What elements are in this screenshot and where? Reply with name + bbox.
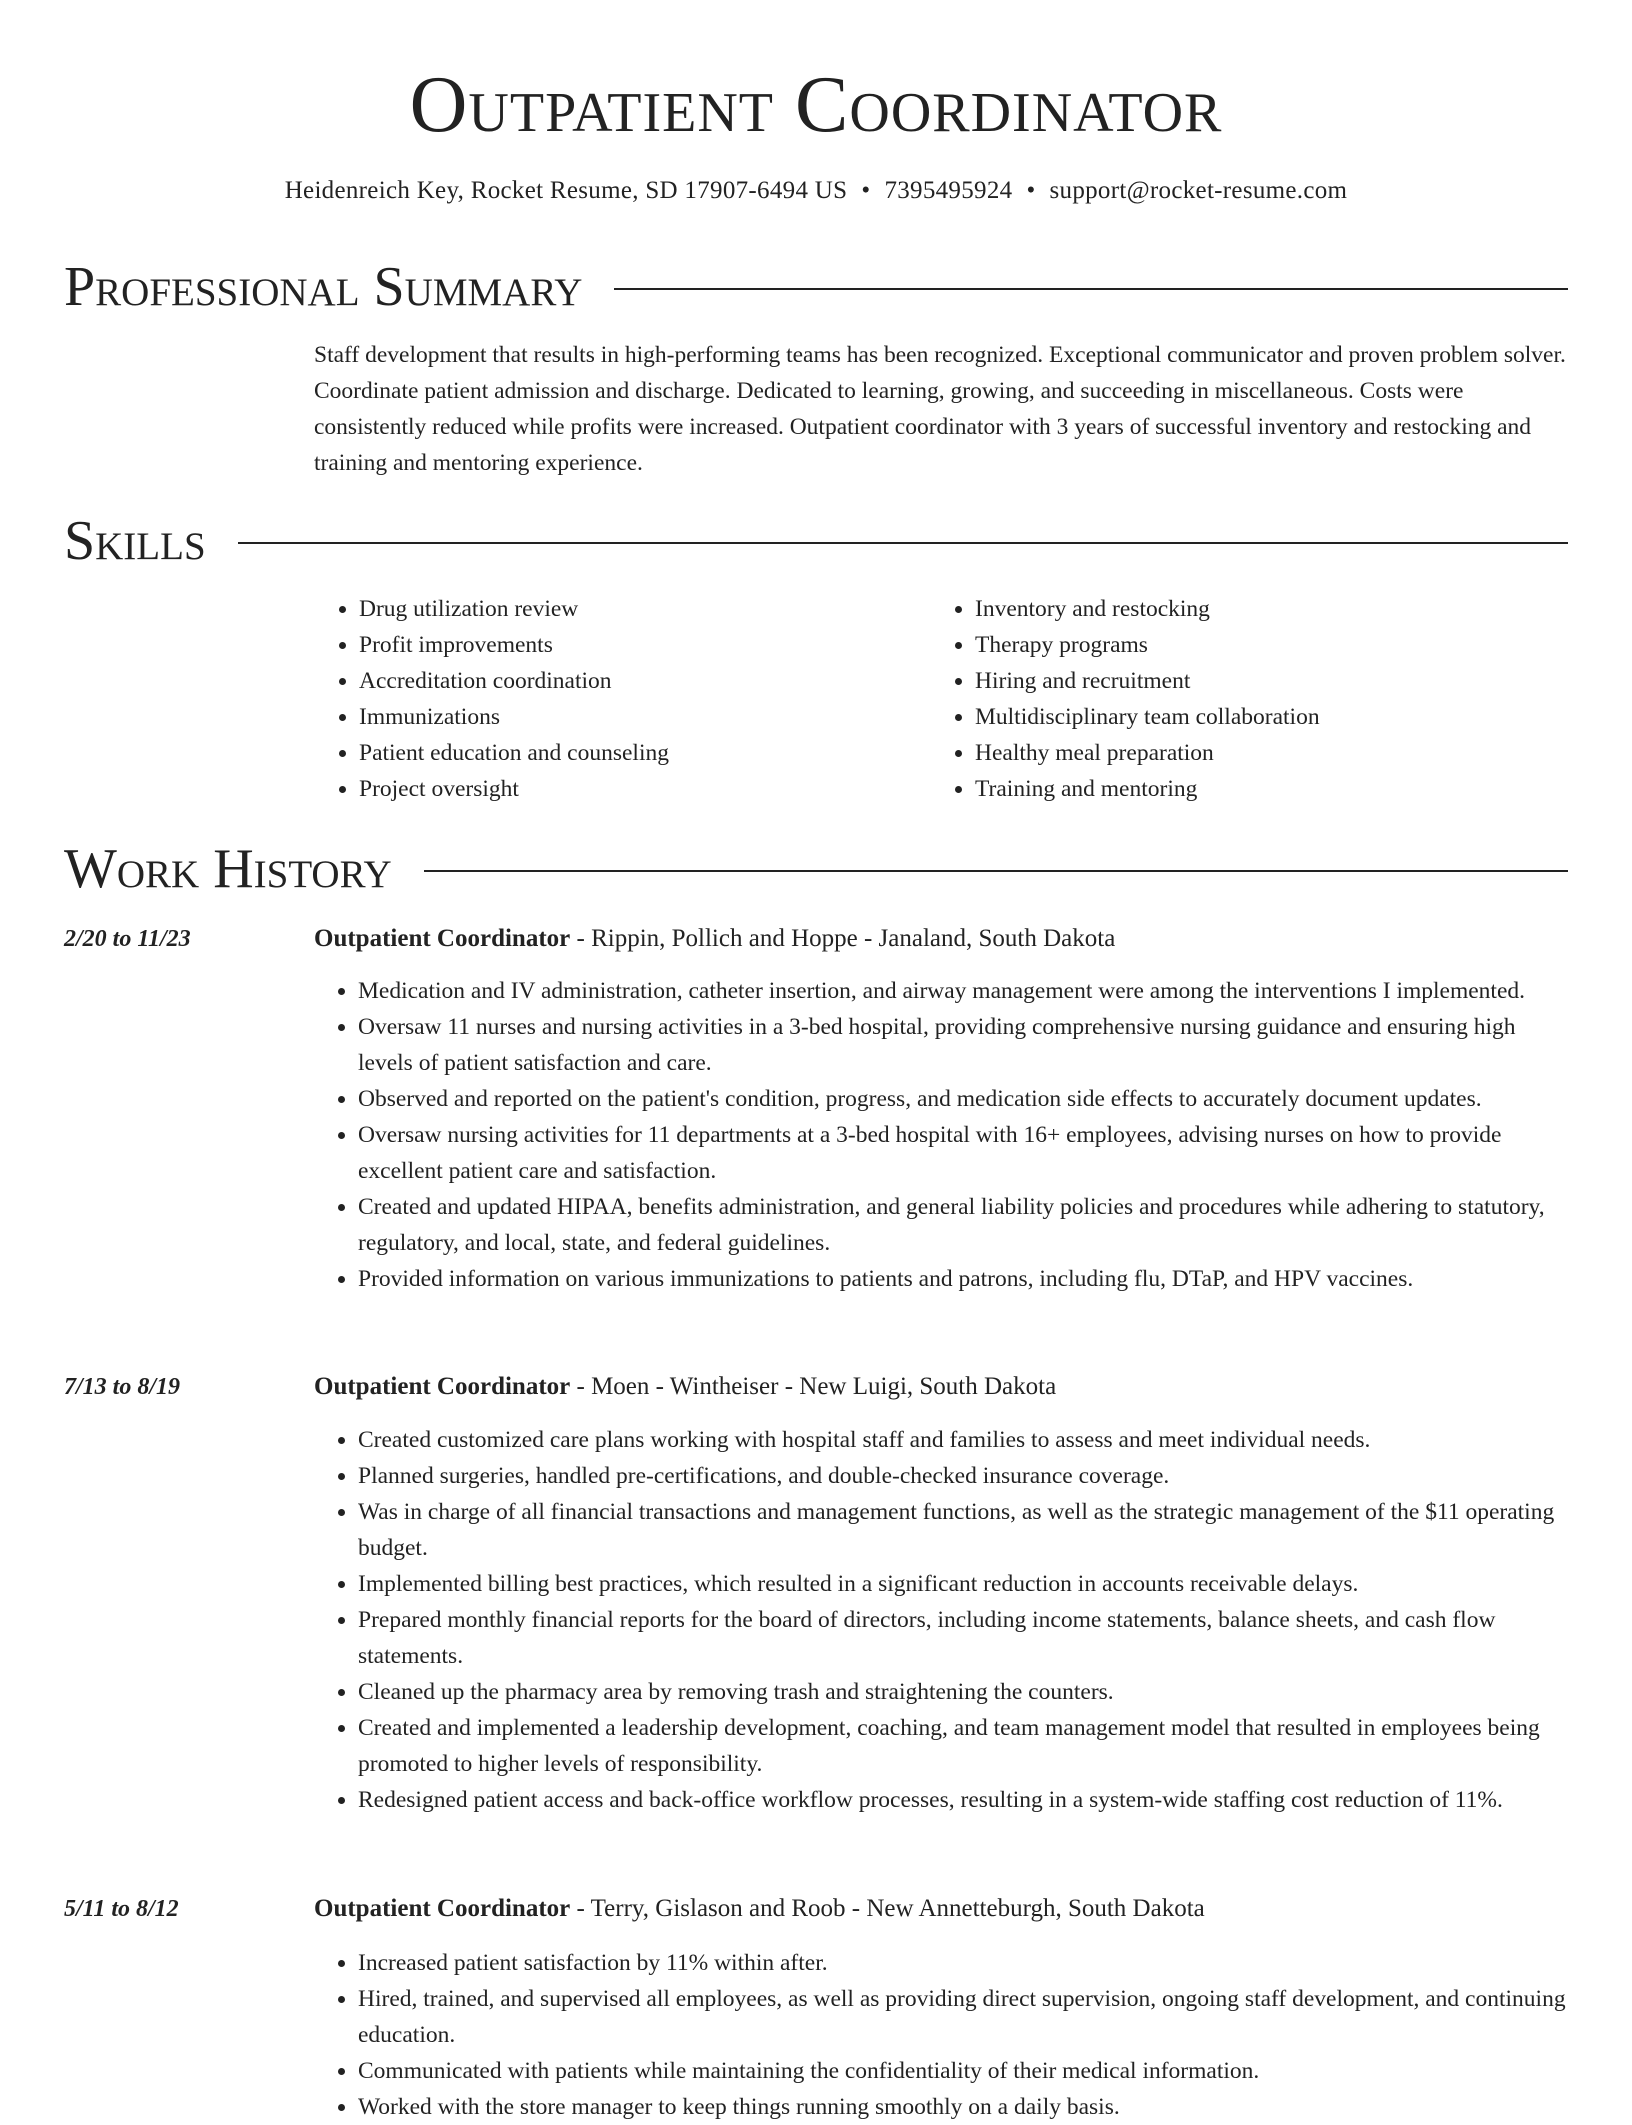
skills-list-right bbox=[930, 591, 1320, 807]
skill-item: • Multidisciplinary team collaboration bbox=[975, 699, 1320, 735]
contact-phone[interactable]: 7395495924 bbox=[884, 177, 1013, 204]
job-dates: 5/11 to 8/12 bbox=[64, 1896, 179, 1922]
skill-item: • Training and mentoring bbox=[975, 771, 1320, 807]
job-bullet: • Hired, trained, and supervised all employees, as well as providing direct supervision, ongoing staff development, and continuing education. bbox=[358, 1981, 1570, 2053]
contact-separator: • bbox=[1026, 177, 1036, 204]
skills-section-header bbox=[64, 508, 1568, 574]
skill-item: • Project oversight bbox=[359, 771, 669, 807]
job-bullet: • Worked with the store manager to keep things running smoothly on a daily basis. bbox=[358, 2089, 1570, 2125]
job-bullets bbox=[314, 973, 1570, 1297]
work-heading: Work History bbox=[64, 838, 392, 900]
skill-item: • Inventory and restocking bbox=[975, 591, 1320, 627]
job-bullet: • Observed and reported on the patient's condition, progress, and medication side effects to accurately document updates. bbox=[358, 1081, 1570, 1117]
job-heading bbox=[314, 1891, 1205, 1927]
job-bullet: • Prepared monthly financial reports for the board of directors, including income statements, balance sheets, and cash flow statements. bbox=[358, 1602, 1570, 1674]
summary-section-header bbox=[64, 254, 1568, 320]
job-dates: 2/20 to 11/23 bbox=[64, 926, 191, 952]
job-title: Outpatient Coordinator bbox=[314, 1373, 571, 1400]
job-bullets bbox=[314, 1945, 1570, 2125]
job-bullet: • Redesigned patient access and back-office workflow processes, resulting in a system-wide staffing cost reduction of 11%. bbox=[358, 1782, 1570, 1818]
job-bullet: • Oversaw nursing activities for 11 departments at a 3-bed hospital with 16+ employees, advising nurses on how to provide excellent patient care and satisfaction. bbox=[358, 1117, 1570, 1189]
section-divider bbox=[238, 542, 1568, 544]
job-bullet: • Oversaw 11 nurses and nursing activities in a 3-bed hospital, providing comprehensive nursing guidance and ensuring high levels of patient satisfaction and care. bbox=[358, 1009, 1570, 1081]
summary-heading: Professional Summary bbox=[64, 256, 583, 318]
resume-name: Outpatient Coordinator bbox=[409, 61, 1223, 149]
job-title: Outpatient Coordinator bbox=[314, 925, 571, 952]
skill-item: • Drug utilization review bbox=[359, 591, 669, 627]
skill-item: • Healthy meal preparation bbox=[975, 735, 1320, 771]
contact-address: Heidenreich Key, Rocket Resume, SD 17907-6494 US bbox=[284, 177, 848, 204]
section-divider bbox=[424, 870, 1568, 872]
contact-line bbox=[0, 173, 1632, 209]
skill-item: • Hiring and recruitment bbox=[975, 663, 1320, 699]
job-dates: 7/13 to 8/19 bbox=[64, 1374, 181, 1400]
job-bullets bbox=[314, 1422, 1570, 1818]
skill-item: • Patient education and counseling bbox=[359, 735, 669, 771]
skills-heading: Skills bbox=[64, 510, 206, 572]
job-employer: - Terry, Gislason and Roob - New Annetteburgh, South Dakota bbox=[570, 1895, 1205, 1922]
job-employer: - Moen - Wintheiser - New Luigi, South Dakota bbox=[570, 1373, 1057, 1400]
job-bullet: • Created and updated HIPAA, benefits administration, and general liability policies and procedures while adhering to statutory, regulatory, and local, state, and federal guidelines. bbox=[358, 1189, 1570, 1261]
summary-text: Staff development that results in high-performing teams has been recognized. Exceptional communicator and proven problem solver. Coordinate patient admission and discharge. Dedicated to learning, growing, and succeeding in miscellaneous. Costs were consistently reduced while profits were increased. Outpatient coordinator with 3 years of successful inventory and restocking and training and mentoring experience. bbox=[314, 342, 1566, 476]
job-title: Outpatient Coordinator bbox=[314, 1895, 571, 1922]
job-heading bbox=[314, 1369, 1056, 1405]
job-bullet: • Cleaned up the pharmacy area by removing trash and straightening the counters. bbox=[358, 1674, 1570, 1710]
job-heading bbox=[314, 921, 1115, 957]
contact-separator: • bbox=[861, 177, 871, 204]
job-bullet: • Implemented billing best practices, which resulted in a significant reduction in accounts receivable delays. bbox=[358, 1566, 1570, 1602]
contact-email[interactable]: support@rocket-resume.com bbox=[1049, 177, 1348, 204]
job-bullet: • Was in charge of all financial transactions and management functions, as well as the strategic management of the $11 operating budget. bbox=[358, 1494, 1570, 1566]
skill-item: • Immunizations bbox=[359, 699, 669, 735]
job-bullet: • Medication and IV administration, catheter insertion, and airway management were among the interventions I implemented. bbox=[358, 973, 1570, 1009]
skill-item: • Therapy programs bbox=[975, 627, 1320, 663]
job-employer: - Rippin, Pollich and Hoppe - Janaland, South Dakota bbox=[570, 925, 1116, 952]
job-bullet: • Communicated with patients while maintaining the confidentiality of their medical information. bbox=[358, 2053, 1570, 2089]
job-bullet: • Increased patient satisfaction by 11% within after. bbox=[358, 1945, 1570, 1981]
skill-item: • Accreditation coordination bbox=[359, 663, 669, 699]
skills-list-left bbox=[314, 591, 669, 807]
job-bullet: • Planned surgeries, handled pre-certifications, and double-checked insurance coverage. bbox=[358, 1458, 1570, 1494]
skill-item: • Profit improvements bbox=[359, 627, 669, 663]
section-divider bbox=[614, 288, 1568, 290]
work-section-header bbox=[64, 836, 1568, 902]
job-bullet: • Provided information on various immunizations to patients and patrons, including flu, DTaP, and HPV vaccines. bbox=[358, 1261, 1570, 1297]
job-bullet: • Created and implemented a leadership development, coaching, and team management model that resulted in employees being promoted to higher levels of responsibility. bbox=[358, 1710, 1570, 1782]
job-bullet: • Created customized care plans working with hospital staff and families to assess and meet individual needs. bbox=[358, 1422, 1570, 1458]
